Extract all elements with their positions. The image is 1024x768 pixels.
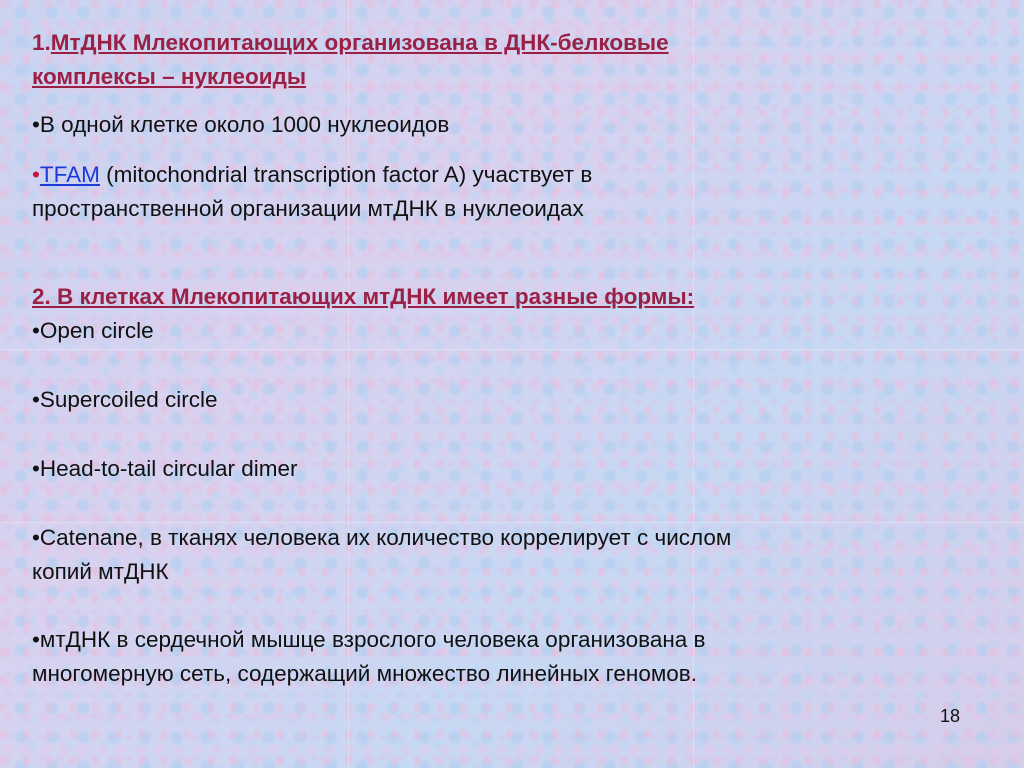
network-line1: мтДНК в сердечной мышце взрослого человека организована в [39,627,706,652]
bullet-marker: • [32,627,40,652]
bullet-supercoiled [32,383,932,417]
bullet-marker: • [32,162,40,187]
catenane-line1: Catenane, в тканях человека их количество коррелирует с числом [39,525,732,550]
bullet-open-circle [32,314,932,348]
section1-title-line2: комплексы – нуклеоиды [32,64,307,89]
bullet-dimer [32,452,932,486]
bullet-catenane [32,521,932,589]
section1-heading [32,26,932,94]
bullet-text: Head-to-tail circular dimer [39,456,298,481]
catenane-line2: копий мтДНК [32,559,169,584]
section1-title-line1: МтДНК Млекопитающих организована в ДНК-белковые [50,30,669,55]
network-line2: многомерную сеть, содержащий множество линейных геномов. [32,661,698,686]
bullet-text: В одной клетке около 1000 нуклеоидов [39,112,450,137]
bullet-marker: • [32,387,40,412]
slide-content [32,26,932,691]
section2-heading [32,280,932,314]
bullet-marker: • [32,318,40,343]
section2-title: 2. В клетках Млекопитающих мтДНК имеет разные формы: [32,284,695,309]
page-number: 18 [940,706,961,726]
bullet-nucleoid-count [32,108,932,142]
tfam-line1-text: (mitochondrial transcription factor A) участвует в [99,162,593,187]
bullet-marker: • [32,456,40,481]
section1-number: 1. [32,30,51,55]
bullet-tfam [32,158,932,226]
bullet-network [32,623,932,691]
tfam-link[interactable]: TFAM [39,162,100,187]
bullet-marker: • [32,112,40,137]
bullet-marker: • [32,525,40,550]
tfam-line2-text: пространственной организации мтДНК в нуклеоидах [32,196,584,221]
bullet-text: Supercoiled circle [39,387,218,412]
bullet-text: Open circle [39,318,154,343]
